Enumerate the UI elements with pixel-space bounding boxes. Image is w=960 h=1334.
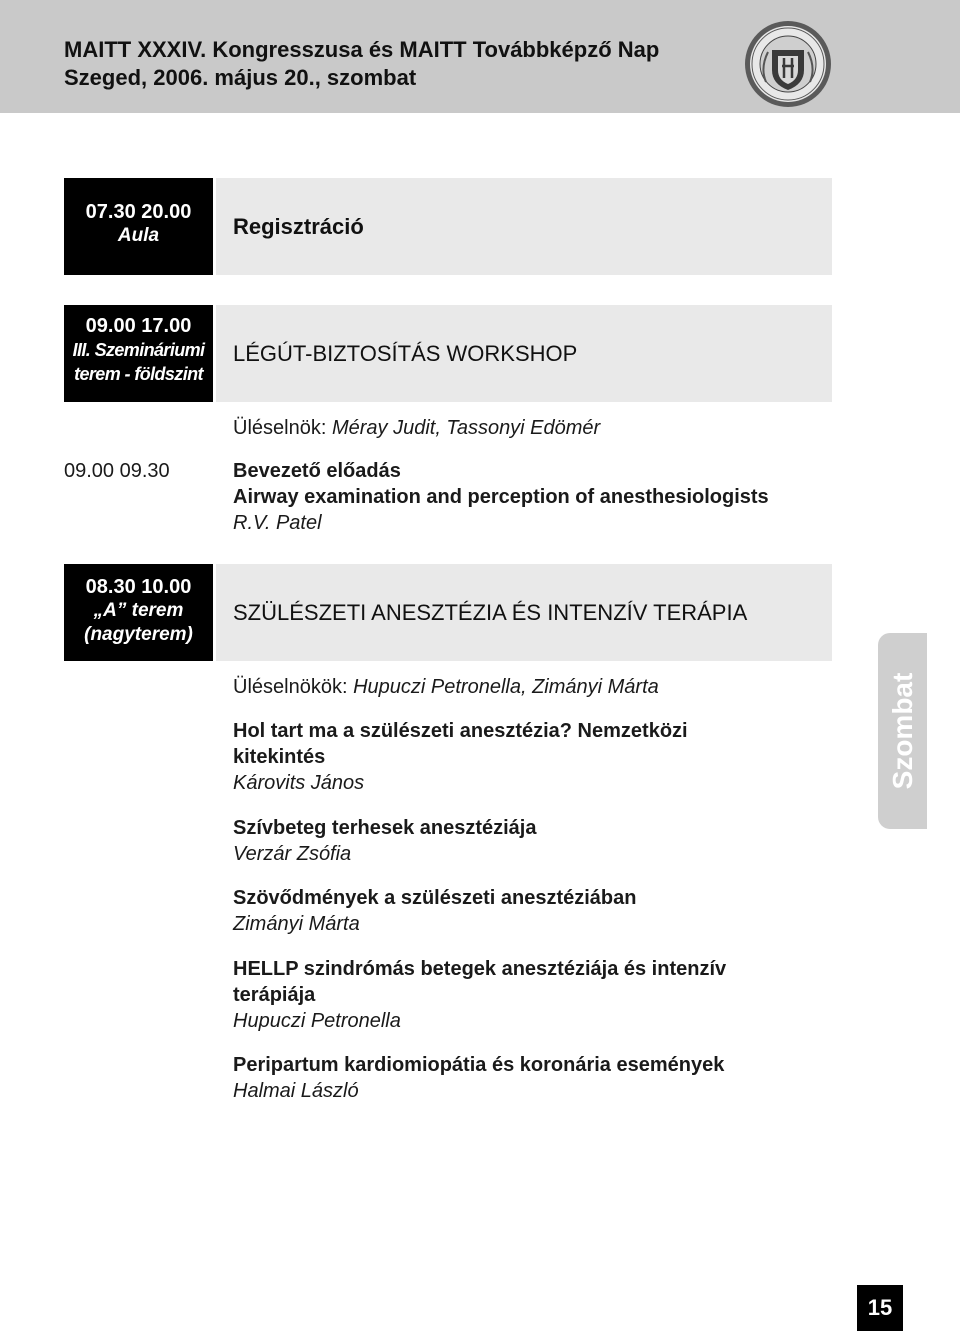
talk-speaker: Verzár Zsófia bbox=[233, 843, 352, 865]
talk-title: Hol tart ma a szülészeti anesztézia? Nemzetközi bbox=[233, 720, 688, 742]
obstetric-title-bar bbox=[216, 564, 832, 661]
registration-time-box bbox=[64, 178, 213, 275]
registration-title-bar bbox=[216, 178, 832, 275]
obstetric-talk-2 bbox=[233, 815, 823, 867]
obstetric-time: 08.30 10.00 bbox=[85, 576, 192, 598]
talk-speaker: Hupuczi Petronella bbox=[233, 1010, 401, 1032]
day-side-tab-label: Szombat bbox=[886, 672, 918, 790]
talk-title-cont: kitekintés bbox=[233, 746, 326, 768]
talk-title: HELLP szindrómás betegek anesztéziája és intenzív bbox=[233, 958, 727, 980]
obstetric-time-box bbox=[64, 564, 213, 661]
talk-title: Peripartum kardiomiopátia és koronária események bbox=[233, 1054, 725, 1076]
workshop-title-bar bbox=[216, 305, 832, 402]
obstetric-talk-4 bbox=[233, 956, 823, 1034]
obstetric-chair-names: Hupuczi Petronella, Zimányi Márta bbox=[353, 676, 659, 698]
registration-title: Regisztráció bbox=[233, 213, 364, 239]
workshop-talk-title-1: Bevezető előadás bbox=[233, 460, 401, 482]
workshop-chair-names: Méray Judit, Tassonyi Edömér bbox=[331, 417, 601, 439]
workshop-room-line-2: terem - földszint bbox=[74, 364, 203, 384]
obstetric-chair bbox=[233, 674, 823, 700]
obstetric-room-line-2: (nagyterem) bbox=[84, 624, 193, 645]
workshop-talk bbox=[233, 458, 823, 536]
talk-speaker: Károvits János bbox=[233, 772, 365, 794]
workshop-chair-label: Üléselnök: bbox=[233, 417, 327, 439]
talk-title: Szívbeteg terhesek anesztéziája bbox=[233, 817, 537, 839]
obstetric-room-line-1: „A” terem bbox=[93, 600, 184, 621]
page-header bbox=[0, 0, 960, 113]
registration-room: Aula bbox=[117, 225, 160, 246]
page-number: 15 bbox=[857, 1285, 903, 1331]
registration-time: 07.30 20.00 bbox=[85, 201, 192, 223]
workshop-room-line-1: III. Szemináriumi bbox=[72, 340, 205, 360]
talk-title: Szövődmények a szülészeti anesztéziában bbox=[233, 887, 637, 909]
talk-title-cont: terápiája bbox=[233, 984, 316, 1006]
workshop-title: LÉGÚT-BIZTOSÍTÁS WORKSHOP bbox=[233, 340, 578, 366]
obstetric-chair-label: Üléselnökök: bbox=[233, 676, 348, 698]
obstetric-talk-3 bbox=[233, 885, 823, 937]
header-line-1: MAITT XXXIV. Kongresszusa és MAITT Továbbképző Nap bbox=[64, 37, 660, 62]
talk-speaker: Zimányi Márta bbox=[233, 913, 360, 935]
header-title bbox=[64, 36, 704, 92]
workshop-talk-time: 09.00 09.30 bbox=[64, 460, 170, 482]
obstetric-title: SZÜLÉSZETI ANESZTÉZIA ÉS INTENZÍV TERÁPIA bbox=[233, 599, 748, 625]
talk-speaker: Halmai László bbox=[233, 1080, 359, 1102]
workshop-chair bbox=[233, 415, 823, 441]
day-side-tab bbox=[878, 633, 927, 829]
header-line-2: Szeged, 2006. május 20., szombat bbox=[64, 65, 417, 90]
obstetric-talk-1 bbox=[233, 718, 823, 796]
obstetric-talk-5 bbox=[233, 1052, 823, 1104]
workshop-time-box bbox=[64, 305, 213, 402]
workshop-talk-speaker: R.V. Patel bbox=[233, 512, 322, 534]
workshop-talk-title-2: Airway examination and perception of anesthesiologists bbox=[233, 486, 769, 508]
workshop-time: 09.00 17.00 bbox=[85, 315, 192, 337]
society-seal-icon bbox=[742, 20, 834, 108]
